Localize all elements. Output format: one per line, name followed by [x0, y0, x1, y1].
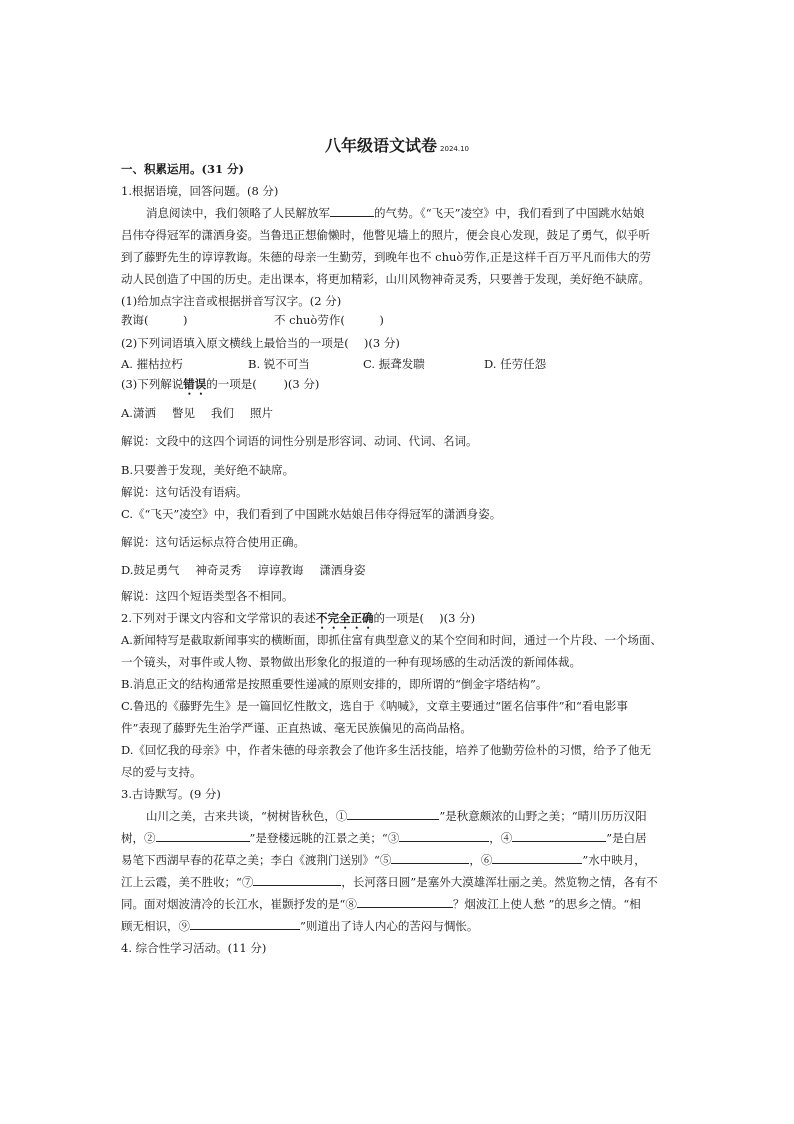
q3-text: ”是登楼远眺的江景之美；“③ — [249, 831, 400, 845]
title-text: 八年级语文试卷 — [325, 136, 438, 155]
q3-text: 树，② — [121, 831, 156, 845]
phrase-1: D.鼓足勇气 — [121, 563, 180, 577]
q1-sub-1-a: 教诲( ) — [121, 313, 188, 327]
q1-option-c: C. 振聋发聩 — [363, 357, 425, 371]
q3-text: 江上云霞，美不胜收；“⑦ — [121, 875, 254, 889]
q3-text: ”是白居 — [606, 831, 647, 845]
q1-choice-c: C.《“飞天”凌空》中，我们看到了中国跳水姑娘吕伟夺得冠军的潇洒身姿。 — [121, 507, 502, 521]
q3-text: ，④ — [489, 831, 513, 845]
poem-blank-1[interactable] — [347, 809, 439, 820]
q1-sub-3-emphasis: 错误 — [183, 377, 207, 391]
q2-heading — [121, 611, 475, 632]
q2-heading-pre: 2.下列对于课文内容和文学常识的表述 — [121, 611, 316, 625]
q1-choice-b-note: 解说：这句话没有语病。 — [121, 485, 248, 499]
q3-line-5 — [121, 897, 641, 912]
q2-heading-emphasis: 不完全正确 — [315, 611, 374, 625]
q1-option-a: A. 摧枯拉朽 — [121, 357, 183, 371]
q2-option-b: B.消息正文的结构通常是按照重要性递减的原则安排的，即所谓的“倒金字塔结构”。 — [121, 677, 548, 691]
q1-choice-d-note: 解说：这四个短语类型各不相同。 — [121, 589, 294, 603]
q3-text: ？烟波江上使人愁 ”的思乡之情。“相 — [452, 897, 641, 911]
q2-option-c-line-1: C.鲁迅的《藤野先生》是一篇回忆性散文，选自于《呐喊》，文章主要通过“匿名信事件”和“看电影事 — [121, 699, 628, 713]
poem-blank-7[interactable] — [253, 875, 341, 886]
q3-text: 同。面对烟波清冷的长江水，崔颢抒发的是“⑧ — [121, 897, 357, 911]
q1-sub-2: (2)下列词语填入原文横线上最恰当的一项是( )(3 分) — [121, 336, 400, 350]
q1-choice-a-note: 解说：文段中的这四个词语的词性分别是形容词、动词、代词、名词。 — [121, 434, 478, 448]
q1-para-line-3: 到了藤野先生的谆谆教诲。朱德的母亲一生勤劳，到晚年也不 chuò劳作,正是这样千百万平凡而伟大的劳 — [121, 250, 651, 264]
phrase-4: 潇洒身姿 — [319, 563, 366, 577]
section-1-heading: 一、积累运用。(31 分) — [121, 162, 244, 176]
q2-heading-post: 的一项是( )(3 分) — [373, 611, 476, 625]
q1-para-line-1 — [146, 206, 645, 221]
q3-text: ”是秋意颇浓的山野之美；“晴川历历汉阳 — [439, 809, 647, 823]
q2-option-d-line-2: 尽的爱与支持。 — [121, 765, 202, 779]
word-4: 照片 — [249, 406, 273, 420]
poem-blank-6[interactable] — [492, 853, 582, 864]
word-1: A.潇洒 — [121, 406, 156, 420]
q3-line-6 — [121, 919, 478, 934]
poem-blank-5[interactable] — [391, 853, 469, 864]
phrase-2: 神奇灵秀 — [195, 563, 242, 577]
q1-choice-d-words — [121, 563, 365, 578]
poem-blank-3[interactable] — [399, 831, 489, 842]
q1-para-line-4: 动人民创造了中国的历史。走出课本，将更加精彩，山川风物神奇灵秀，只要善于发现，美好绝不缺席。 — [121, 272, 650, 286]
q2-option-a-line-2: 一个镜头，对事件或人物、景物做出形象化的报道的一种有现场感的生动活泼的新闻体裁。 — [121, 655, 581, 669]
q1-sub-1: (1)给加点字注音或根据拼音写汉字。(2 分) — [121, 294, 342, 308]
word-2: 瞥见 — [171, 406, 195, 420]
q4-heading: 4. 综合性学习活动。(11 分) — [121, 941, 267, 955]
q3-line-3 — [121, 853, 646, 868]
q1-option-d: D. 任劳任怨 — [484, 357, 547, 371]
q1-sub-3-post: 的一项是( )(3 分) — [206, 377, 320, 391]
poem-blank-2[interactable] — [156, 831, 250, 842]
q1-para-line-2: 吕伟夺得冠军的潇洒身姿。当鲁迅正想偷懒时，他瞥见墙上的照片，便会良心发现，鼓足了勇气，似乎听 — [121, 228, 650, 242]
q2-option-d-line-1: D.《回忆我的母亲》中，作者朱德的母亲教会了他许多生活技能，培养了他勤劳俭朴的习惯，给予了他无 — [121, 743, 651, 757]
q3-text: 易笔下西湖早春的花草之美；李白《渡荆门送别》“⑤ — [121, 853, 392, 867]
poem-blank-4[interactable] — [512, 831, 606, 842]
q3-heading: 3.古诗默写。(9 分) — [121, 787, 221, 801]
poem-blank-9[interactable] — [190, 919, 300, 930]
q3-text: 山川之美，古来共谈，“树树皆秋色，① — [146, 809, 348, 823]
q1-para-1a: 消息阅读中，我们领略了人民解放军 — [146, 206, 330, 220]
q3-line-2 — [121, 831, 647, 846]
q3-text: ”则道出了诗人内心的苦闷与惆怅。 — [300, 919, 479, 933]
exam-date: 2024.10 — [440, 145, 469, 153]
q1-choice-b: B.只要善于发现，美好绝不缺席。 — [121, 463, 295, 477]
exam-title — [0, 133, 794, 156]
q3-line-1 — [146, 809, 647, 824]
q1-choice-c-note: 解说：这句话运标点符合使用正确。 — [121, 535, 305, 549]
q1-option-b: B. 锐不可当 — [248, 357, 310, 371]
q3-text: ”水中映月， — [582, 853, 646, 867]
q3-text: 顾无相识，⑨ — [121, 919, 190, 933]
q1-heading: 1.根据语境，回答问题。(8 分) — [121, 184, 279, 198]
q1-choice-a-words — [121, 406, 273, 421]
q2-option-c-line-2: 件”表现了藤野先生治学严谨、正直热诚、毫无民族偏见的高尚品格。 — [121, 721, 472, 735]
word-3: 我们 — [210, 406, 234, 420]
q3-text: ，⑥ — [469, 853, 493, 867]
q2-option-a-line-1: A.新闻特写是截取新闻事实的横断面，即抓住富有典型意义的某个空间和时间，通过一个片段、一个场面、 — [121, 633, 662, 647]
q3-line-4 — [121, 875, 658, 890]
q1-sub-3-pre: (3)下列解说 — [121, 377, 184, 391]
phrase-3: 谆谆教诲 — [257, 563, 304, 577]
q1-blank[interactable] — [330, 206, 374, 217]
q1-sub-1-b: 不 chuò劳作( ) — [274, 313, 384, 327]
q3-text: ，长河落日圆”是塞外大漠雄浑壮丽之美。然览物之情，各有不 — [341, 875, 658, 889]
q1-para-1b: 的气势。《“飞天”凌空》中，我们看到了中国跳水姑娘 — [374, 206, 645, 220]
q1-sub-3 — [121, 377, 319, 398]
poem-blank-8[interactable] — [357, 897, 453, 908]
